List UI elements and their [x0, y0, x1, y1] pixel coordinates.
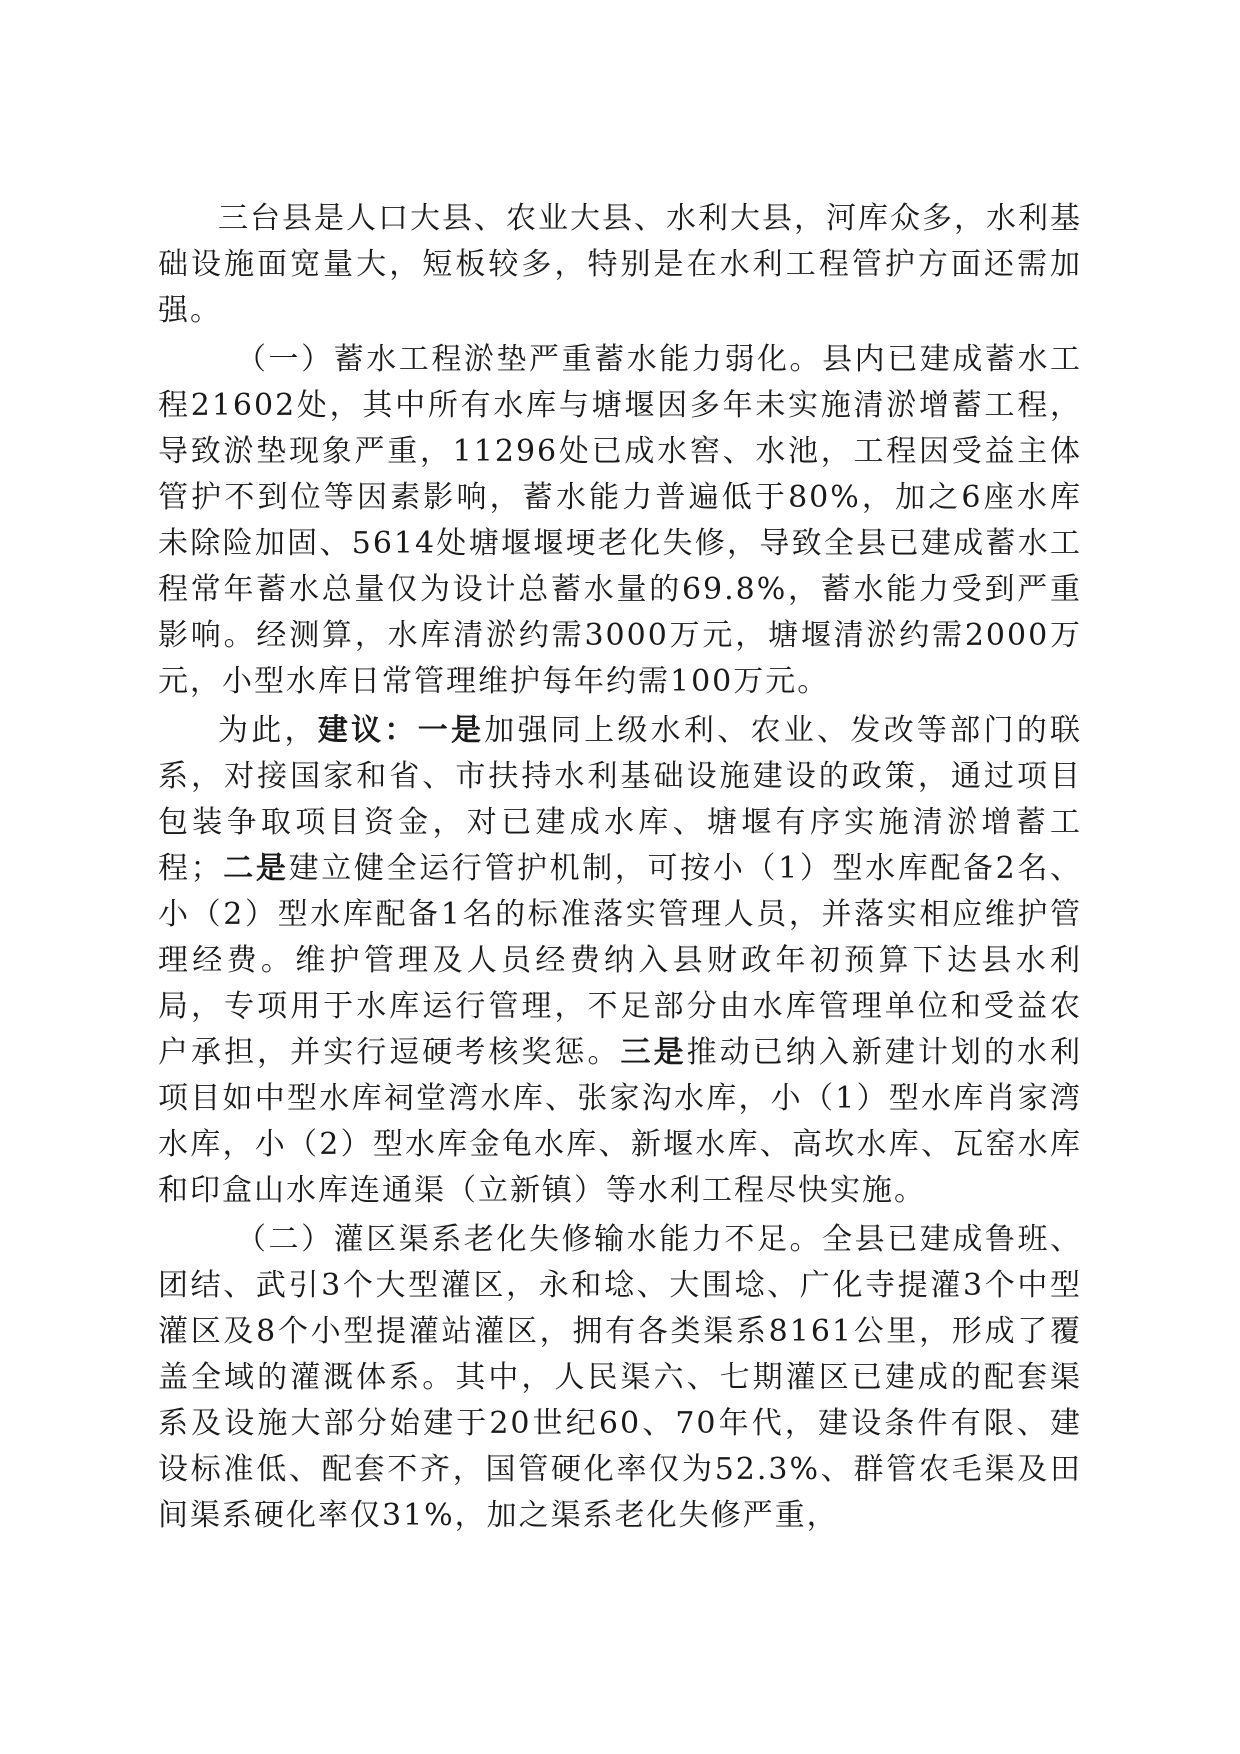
second-marker: 二是 — [222, 851, 289, 886]
section-2-paragraph — [158, 1217, 1082, 1539]
section-2-heading: （二）灌区渠系老化失修输水能力不足。 — [236, 1222, 823, 1257]
suggestion-label: 建议： — [317, 713, 418, 748]
document-page — [158, 196, 1082, 1542]
section-2-body: 全县已建成鲁班、团结、武引3个大型灌区，永和埝、大围埝、广化寺提灌3个中型灌区及8个小型提灌站灌区，拥有各类渠系8161公里，形成了覆盖全域的灌溉体系。其中，人民渠六、七期灌区已建成的配套渠系及设施大部分始建于20世纪60、70年代，建设条件有限、建设标准低、配套不齐，国管硬化率仅为52.3%、群管农毛渠及田间渠系硬化率仅31%，加之渠系老化失修严重， — [158, 1222, 1083, 1533]
suggestion-paragraph — [158, 708, 1082, 1214]
section-1-body: 县内已建成蓄水工程21602处，其中所有水库与塘堰因多年未实施清淤增蓄工程，导致淤垫现象严重，11296处已成水窖、水池，工程因受益主体管护不到位等因素影响，蓄水能力普遍低于80%，加之6座水库未除险加固、5614处塘堰堰埂老化失修，导致全县已建成蓄水工程常年蓄水总量仅为设计总蓄水量的69.8%，蓄水能力受到严重影响。经测算，水库清淤约需3000万元，塘堰清淤约需2000万元，小型水库日常管理维护每年约需100万元。 — [158, 342, 1083, 699]
first-text: 加强同上级水利、农业、发改等部门的联系，对接国家和省、市扶持水利基础设施建设的政策，通过项目包装争取项目资金，对已建成水库、塘堰有序实施清淤增蓄工程； — [158, 713, 1083, 886]
second-text: 建立健全运行管护机制，可按小（1）型水库配备2名、小（2）型水库配备1名的标准落实管理人员，并落实相应维护管理经费。维护管理及人员经费纳入县财政年初预算下达县水利局，专项用于水库运行管理，不足部分由水库管理单位和受益农户承担，并实行逗硬考核奖惩。 — [158, 851, 1083, 1070]
third-marker: 三是 — [620, 1035, 687, 1070]
intro-paragraph: 三台县是人口大县、农业大县、水利大县，河库众多，水利基础设施面宽量大，短板较多，特别是在水利工程管护方面还需加强。 — [158, 201, 1082, 328]
suggestion-lead: 为此， — [218, 713, 318, 748]
first-marker: 一是 — [417, 713, 485, 748]
section-1-heading: （一）蓄水工程淤垫严重蓄水能力弱化。 — [236, 342, 823, 377]
section-1-paragraph — [158, 337, 1082, 705]
third-text: 推动已纳入新建计划的水利项目如中型水库祠堂湾水库、张家沟水库，小（1）型水库肖家湾水库，小（2）型水库金龟水库、新堰水库、高坎水库、瓦窑水库和印盒山水库连通渠（立新镇）等水利工程尽快实施。 — [158, 1035, 1083, 1208]
